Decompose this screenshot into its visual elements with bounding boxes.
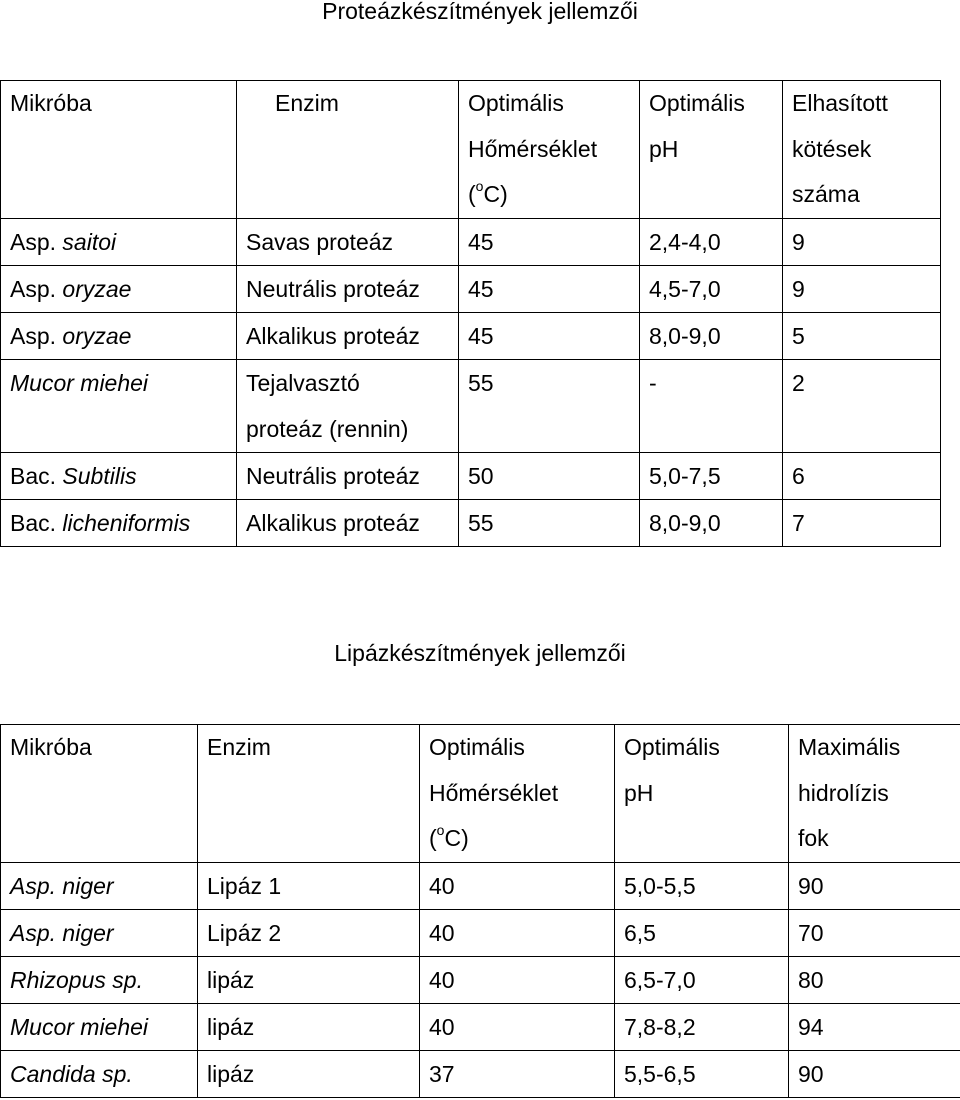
- cell-enzyme: Lipáz 2: [198, 909, 420, 956]
- header-microbe: Mikróba: [1, 81, 237, 219]
- protease-table: [0, 80, 941, 547]
- cell-temperature: 45: [459, 312, 640, 359]
- cell-hydrolysis: 90: [789, 862, 960, 909]
- cell-ph: 6,5: [615, 909, 789, 956]
- header-optimal-temperature: Optimális Hőmérséklet ($^o$C): [459, 81, 640, 219]
- cell-temperature: 40: [420, 1003, 615, 1050]
- cell-ph: 2,4-4,0: [640, 218, 783, 265]
- cell-enzyme: Lipáz 1: [198, 862, 420, 909]
- cell-microbe: Bac. Subtilis: [1, 452, 237, 499]
- cell-microbe: Asp. saitoi: [1, 218, 237, 265]
- table-row: [1, 1003, 960, 1050]
- table-row: [1, 265, 941, 312]
- table-row: [1, 218, 941, 265]
- cell-enzyme: Neutrális proteáz: [237, 452, 459, 499]
- cell-microbe: Bac. licheniformis: [1, 499, 237, 546]
- cell-temperature: 45: [459, 265, 640, 312]
- header-optimal-ph: Optimális pH: [640, 81, 783, 219]
- cell-ph: 8,0-9,0: [640, 312, 783, 359]
- cell-cleaved-bonds: 5: [783, 312, 941, 359]
- cell-microbe: Mucor miehei: [1, 1003, 198, 1050]
- cell-temperature: 40: [420, 862, 615, 909]
- lipase-table: [0, 724, 960, 1098]
- cell-hydrolysis: 94: [789, 1003, 960, 1050]
- cell-cleaved-bonds: 9: [783, 265, 941, 312]
- cell-hydrolysis: 70: [789, 909, 960, 956]
- table-row: [1, 956, 960, 1003]
- cell-temperature: 40: [420, 909, 615, 956]
- cell-microbe: Rhizopus sp.: [1, 956, 198, 1003]
- header-optimal-ph: Optimális pH: [615, 725, 789, 863]
- header-microbe: Mikróba: [1, 725, 198, 863]
- table-row: [1, 312, 941, 359]
- cell-enzyme: Savas proteáz: [237, 218, 459, 265]
- header-max-hydrolysis: Maximális hidrolízis fok: [789, 725, 960, 863]
- cell-temperature: 50: [459, 452, 640, 499]
- cell-temperature: 37: [420, 1050, 615, 1097]
- cell-microbe: Asp. oryzae: [1, 265, 237, 312]
- cell-hydrolysis: 80: [789, 956, 960, 1003]
- table-header-row: [1, 81, 941, 219]
- cell-enzyme: Alkalikus proteáz: [237, 499, 459, 546]
- cell-ph: 5,0-5,5: [615, 862, 789, 909]
- header-enzyme: Enzim: [237, 81, 459, 219]
- cell-microbe: Asp. niger: [1, 909, 198, 956]
- lipase-table-title: Lipázkészítmények jellemzői: [334, 640, 626, 666]
- table-header-row: [1, 725, 960, 863]
- cell-temperature: 40: [420, 956, 615, 1003]
- cell-ph: 8,0-9,0: [640, 499, 783, 546]
- cell-cleaved-bonds: 6: [783, 452, 941, 499]
- cell-enzyme: lipáz: [198, 956, 420, 1003]
- cell-temperature: 55: [459, 499, 640, 546]
- cell-enzyme: Alkalikus proteáz: [237, 312, 459, 359]
- cell-microbe: Mucor miehei: [1, 359, 237, 452]
- cell-microbe: Candida sp.: [1, 1050, 198, 1097]
- cell-ph: 6,5-7,0: [615, 956, 789, 1003]
- cell-temperature: 55: [459, 359, 640, 452]
- header-enzyme: Enzim: [198, 725, 420, 863]
- table-row: [1, 862, 960, 909]
- header-optimal-temperature: Optimális Hőmérséklet ($^o$C): [420, 725, 615, 863]
- table-row: [1, 359, 941, 452]
- cell-enzyme: Neutrális proteáz: [237, 265, 459, 312]
- cell-enzyme: lipáz: [198, 1050, 420, 1097]
- cell-cleaved-bonds: 2: [783, 359, 941, 452]
- table-row: [1, 499, 941, 546]
- cell-ph: 4,5-7,0: [640, 265, 783, 312]
- cell-cleaved-bonds: 9: [783, 218, 941, 265]
- cell-hydrolysis: 90: [789, 1050, 960, 1097]
- cell-ph: 7,8-8,2: [615, 1003, 789, 1050]
- table-row: [1, 1050, 960, 1097]
- cell-ph: -: [640, 359, 783, 452]
- table-row: [1, 452, 941, 499]
- cell-microbe: Asp. niger: [1, 862, 198, 909]
- cell-ph: 5,5-6,5: [615, 1050, 789, 1097]
- cell-microbe: Asp. oryzae: [1, 312, 237, 359]
- cell-temperature: 45: [459, 218, 640, 265]
- protease-table-title: Proteázkészítmények jellemzői: [322, 0, 638, 24]
- header-cleaved-bonds: Elhasított kötések száma: [783, 81, 941, 219]
- cell-ph: 5,0-7,5: [640, 452, 783, 499]
- cell-cleaved-bonds: 7: [783, 499, 941, 546]
- table-row: [1, 909, 960, 956]
- cell-enzyme: lipáz: [198, 1003, 420, 1050]
- cell-enzyme: Tejalvasztó proteáz (rennin): [237, 359, 459, 452]
